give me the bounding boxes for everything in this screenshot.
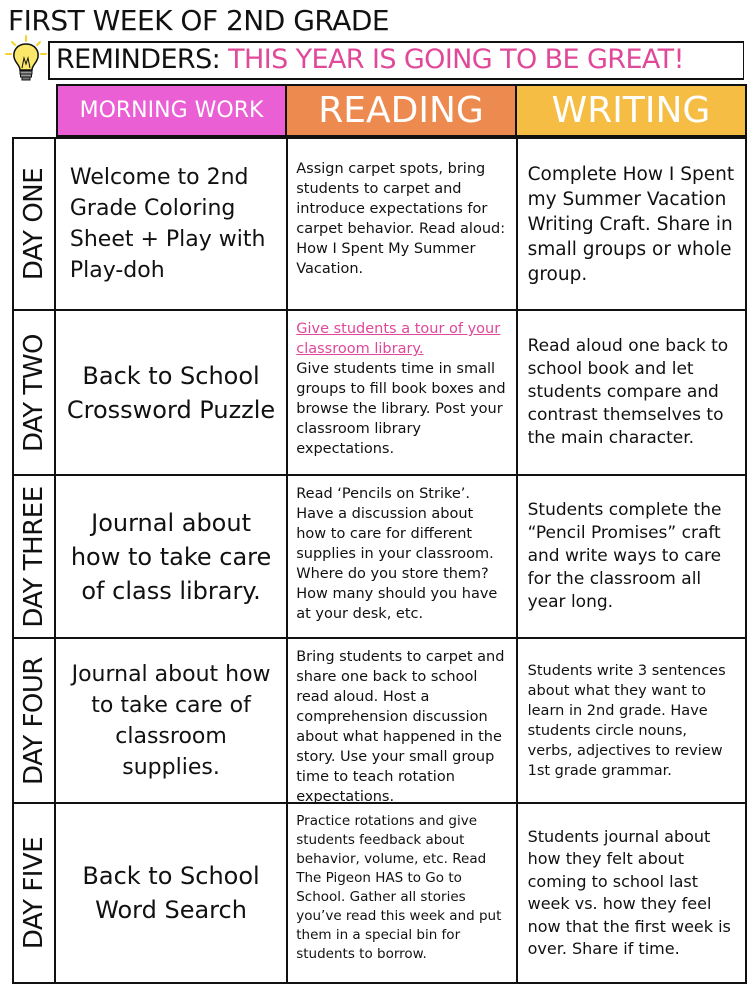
reading-text: Practice rotations and give students feedback about behavior, volume, etc. Read The Pigeon HAS to Go to School. Gather all stories you’ve read this week and put them in a special bin for students to borrow. [296,813,502,962]
reading-cell [288,639,517,805]
lightbulb-icon [2,34,50,84]
writing-cell [518,476,745,637]
writing-text: Students write 3 sentences about what they want to learn in 2nd grade. Have students circle nouns, verbs, adjectives to review 1st grade grammar. [527,662,726,779]
reading-text: Read ‘Pencils on Strike’. Have a discussion about how to care for different supplies in your classroom. Where do you store them? How many should you have at your desk, etc. [296,486,498,622]
reading-text: Assign carpet spots, bring students to carpet and introduce expectations for carpet behavior. Read aloud: How I Spent My Summer Vacation. [296,161,506,277]
reminders-label: REMINDERS: [56,44,221,75]
writing-cell [518,639,745,802]
day-label: DAY TWO [18,333,49,452]
morning-text: Journal about how to take care of class library. [70,508,272,605]
writing-cell [518,139,745,309]
morning-cell [56,139,288,309]
morning-cell [56,639,288,802]
schedule-table [12,137,747,984]
day-label-cell [14,804,56,982]
morning-text: Back to School Word Search [82,862,260,924]
writing-cell [518,311,745,474]
morning-cell [56,476,288,637]
reading-text: Give students time in small groups to fill book boxes and browse the library. Post your classroom library expectations. [296,361,506,457]
day-label-cell [14,476,56,637]
writing-text: Students complete the “Pencil Promises” craft and write ways to care for the classroom all year long. [527,500,722,612]
header-reading: READING [287,84,517,137]
morning-cell [56,804,288,982]
row-day-one [14,139,745,311]
writing-text: Read aloud one back to school book and let students compare and contrast themselves to the main character. [527,336,729,448]
reading-cell [288,804,517,982]
day-label-cell [14,639,56,802]
morning-text: Welcome to 2nd Grade Coloring Sheet + Play with Play-doh [69,165,266,283]
day-label-cell [14,311,56,474]
writing-cell [518,804,745,982]
day-label: DAY ONE [18,167,49,281]
writing-text: Complete How I Spent my Summer Vacation Writing Craft. Share in small groups or whole group. [527,163,735,285]
reading-cell [288,476,517,637]
row-day-two [14,311,745,476]
page-title: FIRST WEEK OF 2ND GRADE [8,4,390,37]
reading-text: Bring students to carpet and share one back to school read aloud. Host a comprehension discussion about what happened in the story. Use your small group time to teach rotation expectations. [296,649,505,805]
day-label-cell [14,139,56,309]
reminders-text: THIS YEAR IS GOING TO BE GREAT! [228,44,684,75]
day-label: DAY FOUR [18,656,49,785]
reading-link[interactable]: Give students a tour of your classroom library. [296,321,501,357]
row-day-three [14,476,745,639]
reminders-line [56,44,684,75]
row-day-four [14,639,745,804]
reading-cell [288,139,517,309]
day-label: DAY FIVE [18,836,49,950]
morning-text: Back to School Crossword Puzzle [66,361,276,424]
day-label: DAY THREE [18,485,49,628]
header-morning-work: MORNING WORK [56,84,287,137]
morning-text: Journal about how to take care of classroom supplies. [71,661,271,780]
morning-cell [56,311,288,474]
row-day-five [14,804,745,982]
header-writing: WRITING [517,84,747,137]
reading-cell [288,311,517,474]
writing-text: Students journal about how they felt about coming to school last week vs. how they feel now that the first week is over. Share if time. [527,826,731,958]
